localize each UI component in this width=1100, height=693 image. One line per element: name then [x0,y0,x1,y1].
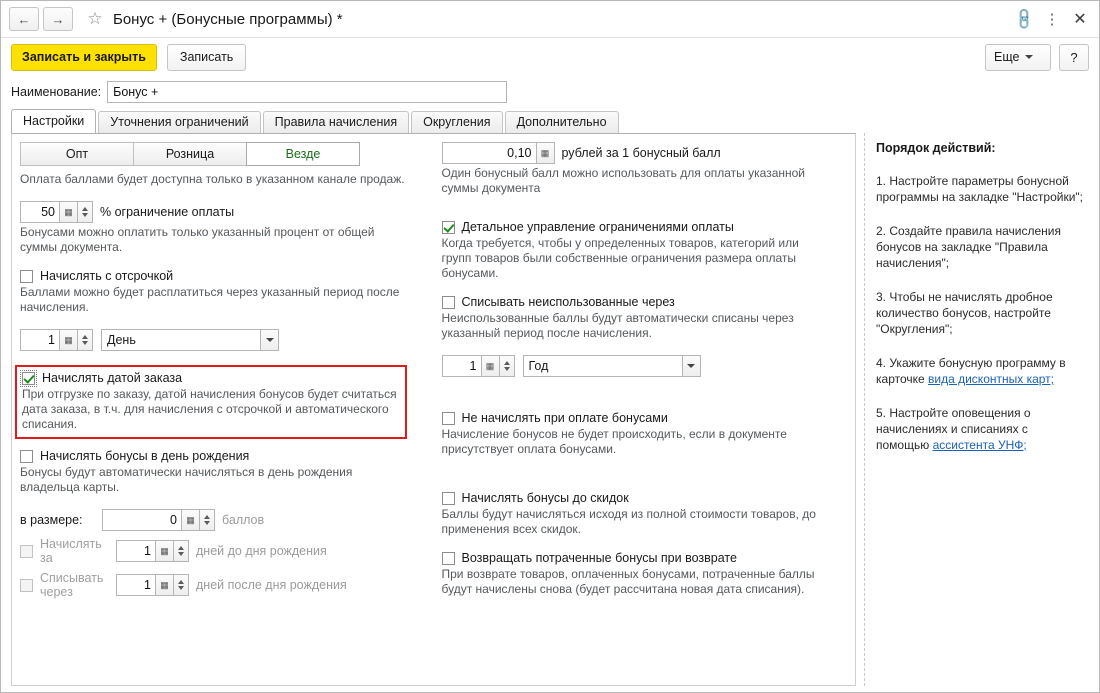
content-area [1,133,1099,692]
detailed-limits-checkbox[interactable] [442,221,455,234]
birthday-before-row [20,537,424,565]
toolbar-right-group [985,44,1089,71]
return-bonus-hint: При возврате товаров, оплаченных бонусами, потраченные баллы будут начислены снова (будет рассчитана новая дата списания). [441,567,815,596]
no-accrual-on-bonus-hint: Начисление бонусов не будет происходить, если в документе присутствует оплата бонусами. [441,427,787,456]
birthday-after-stepper[interactable] [174,574,189,596]
calculator-icon[interactable]: ▦ [537,142,555,164]
calculator-icon[interactable]: ▦ [60,201,78,223]
help-item-5 [876,405,1083,453]
writeoff-unused-row[interactable] [442,295,848,309]
detailed-limits-label: Детальное управление ограничениями оплаты [461,220,734,234]
save-and-close-button[interactable]: Записать и закрыть [11,44,157,71]
writeoff-period-value[interactable]: 1 [442,355,482,377]
return-bonus-checkbox[interactable] [442,552,455,565]
sales-channel-segmented[interactable] [20,142,360,166]
bonus-rate-value[interactable]: 0,10 [442,142,537,164]
writeoff-unused-hint: Неиспользованные баллы будут автоматически списаны через указанный период после начисления. [441,311,794,340]
help-button[interactable]: ? [1059,44,1089,71]
before-discount-hint: Баллы будут начисляться исходя из полной стоимости товаров, до применения всех скидок. [441,507,816,536]
calculator-icon[interactable]: ▦ [182,509,200,531]
limit-percent-value[interactable]: 50 [20,201,60,223]
writeoff-period-field[interactable] [442,355,701,377]
before-discount-label: Начислять бонусы до скидок [461,491,629,505]
settings-panel [11,133,856,686]
writeoff-period-stepper[interactable] [500,355,515,377]
order-date-checkbox[interactable] [22,372,35,385]
order-date-hint: При отгрузке по заказу, датой начисления бонусов будет считаться дата заказа, в т.ч. для начисления с отсрочкой и автоматического списания. [22,387,397,431]
deferred-accrual-checkbox[interactable] [20,270,33,283]
segment-opt[interactable]: Опт [20,142,133,166]
tab-settings[interactable]: Настройки [11,109,96,133]
title-bar [1,1,1099,38]
help-item-5-text: 5. Настройте оповещения о начислениях и списаниях с помощью [876,406,1031,452]
bonus-rate-unit: рублей за 1 бонусный балл [561,146,721,160]
deferred-period-value[interactable]: 1 [20,329,60,351]
birthday-after-checkbox[interactable] [20,579,33,592]
birthday-after-field[interactable] [116,574,189,596]
help-item-2: 2. Создайте правила начисления бонусов на закладке "Правила начисления"; [876,224,1061,270]
toolbar [1,38,1099,76]
no-accrual-on-bonus-row[interactable] [442,411,848,425]
order-date-label: Начислять датой заказа [42,371,183,385]
birthday-hint: Бонусы будут автоматически начисляться в день рождения владельца карты. [20,465,353,494]
name-label: Наименование: [11,85,102,99]
birthday-checkbox[interactable] [20,450,33,463]
calculator-icon[interactable]: ▦ [60,329,78,351]
order-date-row[interactable] [22,371,400,385]
tab-accrual-rules[interactable]: Правила начисления [263,111,409,133]
birthday-before-value[interactable]: 1 [116,540,156,562]
tab-additional[interactable]: Дополнительно [505,111,619,133]
calculator-icon[interactable]: ▦ [156,540,174,562]
detailed-limits-hint: Когда требуется, чтобы у определенных товаров, категорий или групп товаров были собственные ограничения размера оплаты бонусами. [441,236,799,280]
birthday-amount-label: в размере: [20,513,83,527]
birthday-before-field[interactable] [116,540,189,562]
save-button[interactable]: Записать [167,44,246,71]
limit-percent-field[interactable] [20,201,234,223]
birthday-before-check-group[interactable] [20,537,116,565]
birthday-after-row [20,571,424,599]
help-item-1: 1. Настройте параметры бонусной программы на закладке "Настройки"; [876,174,1083,204]
birthday-amount-row [20,509,424,531]
writeoff-unused-checkbox[interactable] [442,296,455,309]
help-panel-title: Порядок действий: [876,141,996,155]
deferred-period-stepper[interactable] [78,329,93,351]
limit-percent-stepper[interactable] [78,201,93,223]
birthday-before-checkbox[interactable] [20,545,33,558]
more-button-label: Еще [994,50,1020,64]
segment-retail[interactable]: Розница [133,142,246,166]
link-icon[interactable]: 🔗 [1011,6,1037,32]
birthday-amount-stepper[interactable] [200,509,215,531]
help-panel [864,133,1089,686]
birthday-row[interactable] [20,449,424,463]
order-date-highlight-box [15,365,407,439]
deferred-accrual-row[interactable] [20,269,424,283]
title-bar-actions [1011,6,1093,32]
tab-limit-details[interactable]: Уточнения ограничений [98,111,260,133]
deferred-accrual-hint: Баллами можно будет расплатиться через указанный период после начисления. [20,285,400,314]
return-bonus-label: Возвращать потраченные бонусы при возврате [461,551,737,565]
birthday-after-label: Списывать через [40,571,104,599]
assistant-unf-link[interactable]: ассистента УНФ; [932,438,1027,452]
birthday-before-unit: дней до дня рождения [196,544,327,558]
birthday-amount-unit: баллов [222,513,265,527]
deferred-period-dropdown[interactable] [101,329,279,351]
close-icon[interactable]: ✕ [1073,11,1087,28]
writeoff-period-dropdown[interactable] [523,355,701,377]
birthday-before-stepper[interactable] [174,540,189,562]
birthday-amount-field[interactable] [102,509,215,531]
birthday-after-unit: дней после дня рождения [196,578,347,592]
birthday-amount-value[interactable]: 0 [102,509,182,531]
name-row [1,76,1099,108]
no-accrual-on-bonus-label: Не начислять при оплате бонусами [461,411,668,425]
back-button[interactable]: ← [9,7,39,31]
before-discount-checkbox[interactable] [442,492,455,505]
chevron-down-icon[interactable] [261,329,279,351]
before-discount-row[interactable] [442,491,848,505]
birthday-label: Начислять бонусы в день рождения [40,449,250,463]
tab-strip [1,108,1099,133]
discount-card-type-link[interactable]: вида дисконтных карт; [928,372,1055,386]
segment-everywhere[interactable]: Везде [246,142,360,166]
star-icon[interactable]: ☆ [87,9,103,28]
writeoff-unused-label: Списывать неиспользованные через [461,295,675,309]
bonus-rate-hint: Один бонусный балл можно использовать для оплаты указанной суммы документа [441,166,805,195]
kebab-menu-icon[interactable]: ⋮ [1044,11,1060,28]
deferred-accrual-label: Начислять с отсрочкой [40,269,174,283]
calculator-icon[interactable]: ▦ [482,355,500,377]
window-title: Бонус + (Бонусные программы) * [113,10,343,28]
writeoff-period-value-label: Год [523,355,683,377]
more-button[interactable] [985,44,1051,71]
channel-hint: Оплата баллами будет доступна только в указанном канале продаж. [20,172,405,186]
calculator-icon[interactable]: ▦ [156,574,174,596]
help-item-4-text: 4. Укажите бонусную программу в карточке [876,356,1066,386]
chevron-down-icon[interactable] [683,355,701,377]
settings-left-column [20,142,434,681]
no-accrual-on-bonus-checkbox[interactable] [442,412,455,425]
forward-button[interactable]: → [43,7,73,31]
detailed-limits-row[interactable] [442,220,848,234]
settings-right-column [434,142,848,681]
birthday-before-label: Начислять за [40,537,102,565]
bonus-rate-field[interactable] [442,142,721,164]
name-input[interactable] [107,81,507,103]
limit-percent-hint: Бонусами можно оплатить только указанный процент от общей суммы документа. [20,225,375,254]
chevron-down-icon [1025,55,1033,59]
deferred-period-field[interactable] [20,329,279,351]
birthday-after-value[interactable]: 1 [116,574,156,596]
help-item-3: 3. Чтобы не начислять дробное количество бонусов, настройте "Округления"; [876,290,1053,336]
tab-rounding[interactable]: Округления [411,111,502,133]
limit-percent-unit: % ограничение оплаты [100,205,235,219]
deferred-period-value-label: День [101,329,261,351]
help-item-4 [876,355,1083,387]
return-bonus-row[interactable] [442,551,848,565]
birthday-after-check-group[interactable] [20,571,116,599]
